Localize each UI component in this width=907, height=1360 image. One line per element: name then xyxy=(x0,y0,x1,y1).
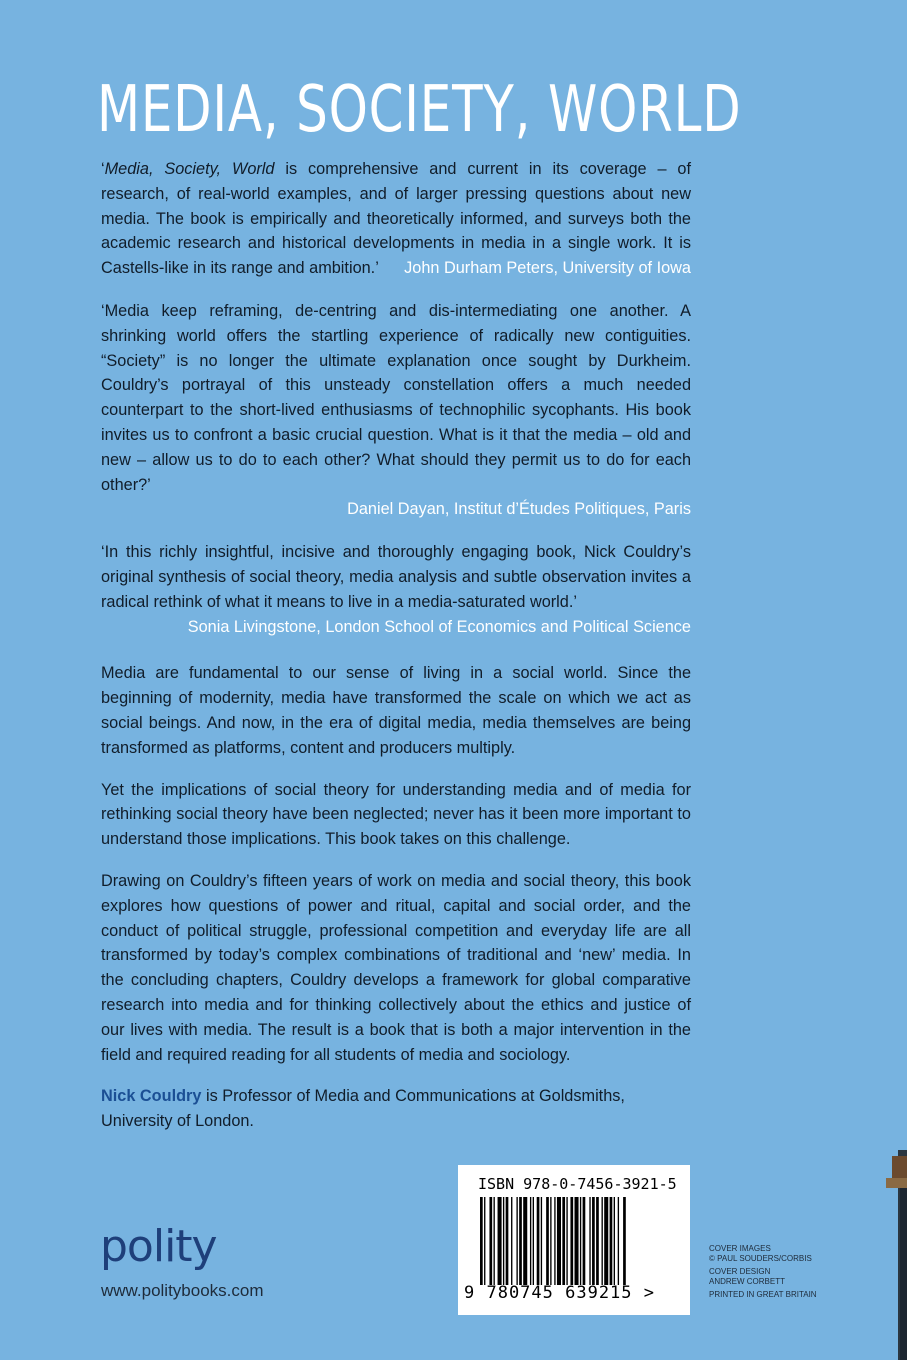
back-cover-text xyxy=(101,157,691,1151)
publisher-logo: polity xyxy=(100,1221,217,1272)
barcode-bar xyxy=(498,1197,502,1285)
barcode-bar xyxy=(592,1197,595,1285)
barcode-bar xyxy=(589,1197,590,1285)
cover-images-label: COVER IMAGES xyxy=(709,1244,771,1253)
barcode-bar xyxy=(550,1197,551,1285)
barcode-icon xyxy=(480,1197,670,1285)
barcode-bar xyxy=(566,1197,567,1285)
barcode-bar xyxy=(519,1197,522,1285)
quote-text: is comprehensive and current in its coverage – of research, of real-world examples, and of larger pressing questions about new media. The book is empirically and theoretically informed, and surveys both the academic research and historical developments in media in a single work. It is Castells-like in its range and ambition.’ xyxy=(101,160,691,278)
barcode-bar xyxy=(604,1197,608,1285)
barcode-bar xyxy=(575,1197,579,1285)
barcode-bar xyxy=(503,1197,504,1285)
cover-credits xyxy=(709,1244,817,1300)
barcode-bar xyxy=(480,1197,483,1285)
printed-in: PRINTED IN GREAT BRITAIN xyxy=(709,1290,817,1299)
barcode-bar xyxy=(570,1197,573,1285)
barcode-bar xyxy=(533,1197,534,1285)
book-title: MEDIA, SOCIETY, WORLD xyxy=(97,73,742,147)
barcode-bar xyxy=(618,1197,619,1285)
description-paragraph: Yet the implications of social theory for understanding media and of media for rethinking social theory have been neglected; never has it been more important to understand those implications. This book takes on this challenge. xyxy=(101,780,691,849)
description-paragraph: Drawing on Couldry’s fifteen years of work on media and social theory, this book explores how questions of power and ritual, capital and social order, and the conduct of political struggle, professional competition and everyday life are all transformed by today’s complex combinations of traditional and ‘new’ media. In the concluding chapters, Couldry develops a framework for global comparative research into media and for thinking collectively about the ethics and justice of our lives with media. The result is a book that is both a major intervention in the field and required reading for all students of media and sociology. xyxy=(101,871,691,1064)
author-bio-text: is Professor of Media and Communications at Goldsmiths, University of London. xyxy=(101,1087,625,1131)
cover-design-credit: ANDREW CORBETT xyxy=(709,1277,785,1286)
barcode-panel xyxy=(458,1165,690,1315)
isbn-label: ISBN 978-0-7456-3921-5 xyxy=(478,1175,677,1193)
barcode-bar xyxy=(602,1197,603,1285)
barcode-bar xyxy=(541,1197,542,1285)
quote-text: ‘Media keep reframing, de-centring and dis-intermediating one another. A shrinking world offers the startling experience of radically new contiguities. “Society” is no longer the ultimate explanation once sought by Durkheim. Couldry’s portrayal of this unsteady constellation offers a much needed counterpart to the short-lived enthusiasms of technophilic sycophants. His book invites us to confront a basic crucial question. What is it that the media – old and new – allow us to do to each other? What should they permit us to do for each other?’ xyxy=(101,301,691,494)
barcode-bar xyxy=(530,1197,531,1285)
barcode-digits: 9 780745 639215 > xyxy=(464,1283,655,1303)
quote-book-title: Media, Society, World xyxy=(104,160,275,178)
barcode-bar xyxy=(562,1197,565,1285)
endorsement-quote-2 xyxy=(101,299,691,522)
quote-open-mark: ‘ xyxy=(101,160,105,178)
barcode-bar xyxy=(596,1197,599,1285)
endorsement-quote-1 xyxy=(101,157,691,281)
barcode-bar xyxy=(554,1197,555,1285)
quote-attribution: Sonia Livingstone, London School of Economics and Political Science xyxy=(187,617,691,636)
barcode-bar xyxy=(484,1197,485,1285)
endorsement-quote-3 xyxy=(101,540,691,639)
quote-attribution: John Durham Peters, University of Iowa xyxy=(404,259,691,278)
description-paragraph: Media are fundamental to our sense of living in a social world. Since the beginning of modernity, media have transformed the scale on which we act as social beings. And now, in the era of digital media, media themselves are being transformed as platforms, content and producers multiply. xyxy=(101,664,691,757)
barcode-bar xyxy=(511,1197,512,1285)
barcode-bar xyxy=(583,1197,586,1285)
barcode-bar xyxy=(623,1197,626,1285)
cover-design-label: COVER DESIGN xyxy=(709,1267,771,1276)
quote-text: ‘In this richly insightful, incisive and thoroughly engaging book, Nick Couldry’s original synthesis of social theory, media analysis and subtle observation invites a radical rethink of what it means to live in a media-saturated world.’ xyxy=(101,543,691,611)
barcode-bar xyxy=(494,1197,495,1285)
author-name: Nick Couldry xyxy=(101,1087,202,1106)
barcode-bar xyxy=(489,1197,492,1285)
cover-images-credit: © PAUL SOUDERS/CORBIS xyxy=(709,1254,812,1263)
barcode-bar xyxy=(557,1197,561,1285)
barcode-bar xyxy=(610,1197,613,1285)
barcode-bar xyxy=(516,1197,517,1285)
quote-attribution: Daniel Dayan, Institut d’Études Politiques, Paris xyxy=(347,500,691,519)
barcode-bar xyxy=(523,1197,527,1285)
barcode-bar xyxy=(546,1197,549,1285)
barcode-bar xyxy=(506,1197,509,1285)
barcode-bar xyxy=(580,1197,581,1285)
barcode-bar xyxy=(614,1197,615,1285)
cover-photo-edge xyxy=(886,1150,907,1360)
barcode-bar xyxy=(537,1197,540,1285)
publisher-website[interactable]: www.politybooks.com xyxy=(101,1281,264,1300)
author-bio xyxy=(101,1084,691,1134)
